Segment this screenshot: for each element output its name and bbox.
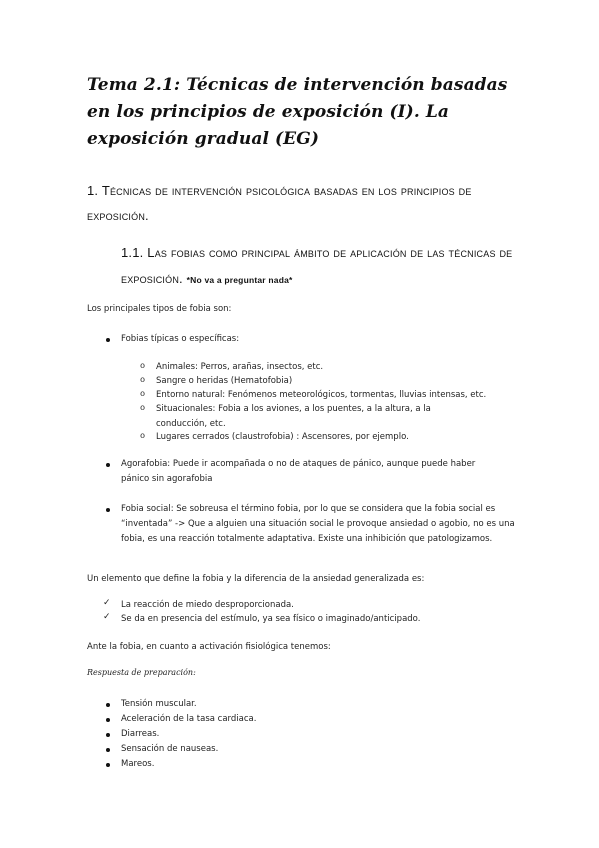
check-icon: ✓ [103, 612, 111, 622]
sub-bullet-marker: o [140, 431, 146, 441]
respuesta-label: Respuesta de preparación: [87, 668, 196, 677]
fobia-item: Animales: Perros, arañas, insectos, etc. [156, 362, 324, 372]
fobia-social-paragraph: Fobia social: Se sobreusa el término fobia, por lo que se considera que la fobia social es “inventada” -> Que a alguien una situación social le provoque ansiedad o agobio, no es una fobia, es una reacción totalmente adaptativa. Existe una inhibición que patologizamos. [121, 504, 515, 544]
fobia-item: Entorno natural: Fenómenos meteorológicos, tormentas, lluvias intensas, etc. [156, 390, 487, 400]
elemento-paragraph: Un elemento que define la fobia y la diferencia de la ansiedad generalizada es: [87, 574, 425, 584]
bullet-marker [106, 763, 110, 767]
check-item: La reacción de miedo desproporcionada. [121, 600, 294, 610]
document-title: Tema 2.1: Técnicas de intervención basadas en los principios de exposición (I). La exposición gradual (EG) [87, 75, 508, 149]
bullet-marker [106, 338, 110, 342]
fobias-tipicas-label: Fobias típicas o específicas: [121, 334, 240, 344]
intro-paragraph: Los principales tipos de fobia son: [87, 304, 232, 314]
fobia-item: Sangre o heridas (Hematofobia) [156, 376, 293, 386]
section-note: *No va a preguntar nada* [186, 275, 293, 285]
section-heading-1: 1. Técnicas de intervención psicológica basadas en los principios de exposición. [87, 183, 472, 223]
section-heading-1-1-text: 1.1. Las fobias como principal ámbito de aplicación de las técnicas de exposición. [121, 245, 513, 286]
agorafobia-paragraph: Agorafobia: Puede ir acompañada o no de ataques de pánico, aunque puede haber pánico sin agorafobia [121, 459, 476, 484]
bullet-marker [106, 748, 110, 752]
respuesta-item: Tensión muscular. [121, 699, 197, 709]
fobia-item: Lugares cerrados (claustrofobia) : Ascensores, por ejemplo. [156, 432, 409, 442]
sub-bullet-marker: o [140, 403, 146, 413]
bullet-marker [106, 733, 110, 737]
section-heading-1-1 [121, 240, 521, 293]
respuesta-item: Aceleración de la tasa cardiaca. [121, 714, 257, 724]
fobia-item: Situacionales: Fobia a los aviones, a los puentes, a la altura, a la conducción, etc. [156, 404, 431, 429]
bullet-marker [106, 463, 110, 467]
respuesta-item: Diarreas. [121, 729, 160, 739]
respuesta-item: Mareos. [121, 759, 155, 769]
activacion-paragraph: Ante la fobia, en cuanto a activación fisiológica tenemos: [87, 642, 331, 652]
sub-bullet-marker: o [140, 375, 146, 385]
respuesta-item: Sensación de nauseas. [121, 744, 219, 754]
check-icon: ✓ [103, 598, 111, 608]
check-item: Se da en presencia del estímulo, ya sea físico o imaginado/anticipado. [121, 614, 421, 624]
bullet-marker [106, 508, 110, 512]
bullet-marker [106, 718, 110, 722]
sub-bullet-marker: o [140, 389, 146, 399]
sub-bullet-marker: o [140, 361, 146, 371]
bullet-marker [106, 703, 110, 707]
